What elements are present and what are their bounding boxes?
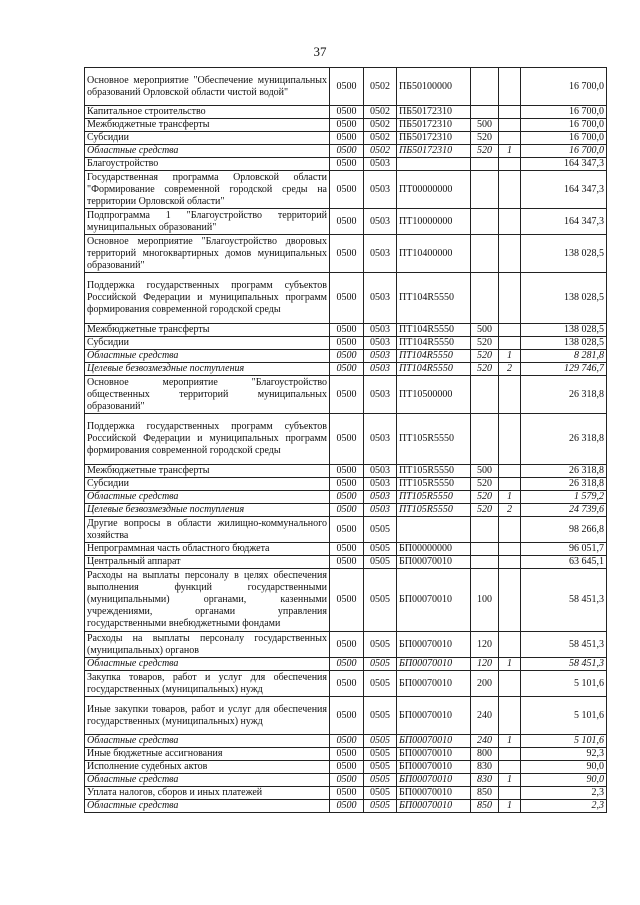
row-funding-source xyxy=(499,68,521,106)
row-section: 0503 xyxy=(364,158,397,171)
row-amount: 63 645,1 xyxy=(521,556,607,569)
row-funding-source xyxy=(499,273,521,324)
row-expense-type: 850 xyxy=(471,800,499,813)
row-name: Закупка товаров, работ и услуг для обеспечения государственных (муниципальных) нужд xyxy=(85,671,330,697)
row-section: 0505 xyxy=(364,735,397,748)
table-row xyxy=(85,748,607,761)
row-ved: 0500 xyxy=(330,671,364,697)
row-funding-source: 1 xyxy=(499,350,521,363)
row-ved: 0500 xyxy=(330,543,364,556)
row-target-article: ПТ104R5550 xyxy=(397,337,471,350)
row-name: Благоустройство xyxy=(85,158,330,171)
row-section: 0502 xyxy=(364,106,397,119)
row-name: Субсидии xyxy=(85,337,330,350)
row-funding-source xyxy=(499,569,521,632)
row-target-article: БП00070010 xyxy=(397,774,471,787)
table-row xyxy=(85,363,607,376)
row-amount: 129 746,7 xyxy=(521,363,607,376)
row-funding-source: 1 xyxy=(499,774,521,787)
row-target-article: ПТ104R5550 xyxy=(397,273,471,324)
table-row xyxy=(85,632,607,658)
row-funding-source xyxy=(499,235,521,273)
row-target-article: ПТ105R5550 xyxy=(397,504,471,517)
row-funding-source xyxy=(499,632,521,658)
row-amount: 5 101,6 xyxy=(521,735,607,748)
row-ved: 0500 xyxy=(330,132,364,145)
row-section: 0503 xyxy=(364,478,397,491)
row-name: Подпрограмма 1 "Благоустройство территорий муниципальных образований" xyxy=(85,209,330,235)
row-amount: 138 028,5 xyxy=(521,273,607,324)
row-funding-source xyxy=(499,543,521,556)
row-expense-type: 240 xyxy=(471,735,499,748)
row-target-article: ПТ104R5550 xyxy=(397,350,471,363)
row-target-article: ПТ10400000 xyxy=(397,235,471,273)
row-section: 0505 xyxy=(364,632,397,658)
table-row xyxy=(85,569,607,632)
row-expense-type: 500 xyxy=(471,119,499,132)
row-section: 0505 xyxy=(364,774,397,787)
row-name: Основное мероприятие "Обеспечение муниципальных образований Орловской области чистой водой" xyxy=(85,68,330,106)
row-target-article: БП00070010 xyxy=(397,787,471,800)
row-funding-source xyxy=(499,376,521,414)
row-expense-type: 500 xyxy=(471,324,499,337)
table-row xyxy=(85,171,607,209)
row-funding-source: 1 xyxy=(499,800,521,813)
row-name: Государственная программа Орловской области "Формирование современной городской среды на территории Орловской области" xyxy=(85,171,330,209)
row-amount: 1 579,2 xyxy=(521,491,607,504)
row-target-article xyxy=(397,158,471,171)
row-name: Целевые безвозмездные поступления xyxy=(85,363,330,376)
table-row xyxy=(85,478,607,491)
row-target-article: ПБ50172310 xyxy=(397,119,471,132)
row-target-article: ПТ00000000 xyxy=(397,171,471,209)
row-funding-source xyxy=(499,158,521,171)
row-ved: 0500 xyxy=(330,119,364,132)
row-name: Поддержка государственных программ субъектов Российской Федерации и муниципальных программ формирования современной городской среды xyxy=(85,273,330,324)
row-expense-type xyxy=(471,414,499,465)
row-section: 0503 xyxy=(364,363,397,376)
row-funding-source xyxy=(499,465,521,478)
table-row xyxy=(85,324,607,337)
row-ved: 0500 xyxy=(330,106,364,119)
row-amount: 24 739,6 xyxy=(521,504,607,517)
row-amount: 26 318,8 xyxy=(521,414,607,465)
table-row xyxy=(85,517,607,543)
row-target-article: БП00070010 xyxy=(397,800,471,813)
row-funding-source xyxy=(499,414,521,465)
row-funding-source: 2 xyxy=(499,504,521,517)
row-name: Иные закупки товаров, работ и услуг для обеспечения государственных (муниципальных) нужд xyxy=(85,697,330,735)
row-section: 0503 xyxy=(364,171,397,209)
row-section: 0505 xyxy=(364,671,397,697)
table-row xyxy=(85,543,607,556)
row-section: 0505 xyxy=(364,556,397,569)
row-expense-type: 120 xyxy=(471,632,499,658)
row-funding-source xyxy=(499,761,521,774)
row-amount: 58 451,3 xyxy=(521,569,607,632)
table-row xyxy=(85,504,607,517)
row-expense-type xyxy=(471,235,499,273)
table-row xyxy=(85,671,607,697)
row-section: 0505 xyxy=(364,787,397,800)
row-section: 0505 xyxy=(364,697,397,735)
row-funding-source: 1 xyxy=(499,491,521,504)
row-name: Областные средства xyxy=(85,658,330,671)
row-name: Капитальное строительство xyxy=(85,106,330,119)
row-ved: 0500 xyxy=(330,171,364,209)
table-row xyxy=(85,209,607,235)
row-ved: 0500 xyxy=(330,787,364,800)
row-target-article: БП00070010 xyxy=(397,556,471,569)
row-target-article: БП00070010 xyxy=(397,671,471,697)
row-ved: 0500 xyxy=(330,632,364,658)
row-target-article: БП00070010 xyxy=(397,569,471,632)
row-expense-type: 240 xyxy=(471,697,499,735)
row-amount: 8 281,8 xyxy=(521,350,607,363)
row-funding-source: 1 xyxy=(499,735,521,748)
row-expense-type: 100 xyxy=(471,569,499,632)
row-funding-source xyxy=(499,697,521,735)
row-ved: 0500 xyxy=(330,569,364,632)
row-section: 0503 xyxy=(364,350,397,363)
row-funding-source xyxy=(499,132,521,145)
row-ved: 0500 xyxy=(330,68,364,106)
row-target-article: ПТ10000000 xyxy=(397,209,471,235)
row-expense-type: 500 xyxy=(471,465,499,478)
row-name: Иные бюджетные ассигнования xyxy=(85,748,330,761)
row-target-article: ПТ105R5550 xyxy=(397,478,471,491)
row-ved: 0500 xyxy=(330,478,364,491)
row-target-article: ПТ105R5550 xyxy=(397,414,471,465)
table-row xyxy=(85,414,607,465)
row-amount: 2,3 xyxy=(521,800,607,813)
table-row xyxy=(85,337,607,350)
row-target-article: ПТ10500000 xyxy=(397,376,471,414)
row-ved: 0500 xyxy=(330,465,364,478)
row-name: Непрограммная часть областного бюджета xyxy=(85,543,330,556)
row-amount: 16 700,0 xyxy=(521,145,607,158)
row-amount: 26 318,8 xyxy=(521,376,607,414)
row-amount: 2,3 xyxy=(521,787,607,800)
table-row xyxy=(85,158,607,171)
table-row xyxy=(85,556,607,569)
row-section: 0503 xyxy=(364,491,397,504)
row-section: 0505 xyxy=(364,517,397,543)
row-target-article: ПБ50172310 xyxy=(397,145,471,158)
row-name: Целевые безвозмездные поступления xyxy=(85,504,330,517)
row-ved: 0500 xyxy=(330,556,364,569)
row-amount: 16 700,0 xyxy=(521,68,607,106)
row-name: Областные средства xyxy=(85,350,330,363)
row-amount: 26 318,8 xyxy=(521,465,607,478)
row-section: 0503 xyxy=(364,465,397,478)
row-section: 0505 xyxy=(364,748,397,761)
row-target-article: БП00070010 xyxy=(397,735,471,748)
row-ved: 0500 xyxy=(330,235,364,273)
row-amount: 16 700,0 xyxy=(521,132,607,145)
row-expense-type xyxy=(471,543,499,556)
row-amount: 5 101,6 xyxy=(521,671,607,697)
row-amount: 96 051,7 xyxy=(521,543,607,556)
row-amount: 138 028,5 xyxy=(521,337,607,350)
row-section: 0503 xyxy=(364,273,397,324)
row-funding-source xyxy=(499,119,521,132)
row-funding-source xyxy=(499,106,521,119)
row-ved: 0500 xyxy=(330,376,364,414)
row-funding-source: 2 xyxy=(499,363,521,376)
row-amount: 164 347,3 xyxy=(521,158,607,171)
table-row xyxy=(85,697,607,735)
row-funding-source xyxy=(499,324,521,337)
row-ved: 0500 xyxy=(330,774,364,787)
row-amount: 92,3 xyxy=(521,748,607,761)
row-target-article xyxy=(397,517,471,543)
table-row xyxy=(85,465,607,478)
row-name: Областные средства xyxy=(85,491,330,504)
row-section: 0502 xyxy=(364,132,397,145)
row-ved: 0500 xyxy=(330,273,364,324)
row-target-article: ПБ50172310 xyxy=(397,106,471,119)
row-name: Областные средства xyxy=(85,735,330,748)
row-section: 0503 xyxy=(364,209,397,235)
row-section: 0502 xyxy=(364,68,397,106)
table-row xyxy=(85,376,607,414)
row-expense-type: 520 xyxy=(471,350,499,363)
row-expense-type xyxy=(471,209,499,235)
row-target-article: ПБ50172310 xyxy=(397,132,471,145)
row-name: Основное мероприятие "Благоустройство общественных территорий муниципальных образований" xyxy=(85,376,330,414)
row-name: Областные средства xyxy=(85,145,330,158)
row-section: 0505 xyxy=(364,800,397,813)
row-funding-source xyxy=(499,517,521,543)
table-row xyxy=(85,350,607,363)
row-section: 0505 xyxy=(364,569,397,632)
row-target-article: БП00000000 xyxy=(397,543,471,556)
row-amount: 26 318,8 xyxy=(521,478,607,491)
row-section: 0503 xyxy=(364,324,397,337)
row-amount: 164 347,3 xyxy=(521,171,607,209)
row-funding-source xyxy=(499,478,521,491)
row-ved: 0500 xyxy=(330,414,364,465)
table-row xyxy=(85,658,607,671)
row-name: Основное мероприятие "Благоустройство дворовых территорий многоквартирных домов муниципальных образований" xyxy=(85,235,330,273)
row-ved: 0500 xyxy=(330,158,364,171)
table-row xyxy=(85,235,607,273)
row-expense-type: 830 xyxy=(471,774,499,787)
table-row xyxy=(85,491,607,504)
table-row xyxy=(85,774,607,787)
row-expense-type: 520 xyxy=(471,491,499,504)
table-row xyxy=(85,735,607,748)
row-section: 0503 xyxy=(364,235,397,273)
row-funding-source xyxy=(499,671,521,697)
row-funding-source xyxy=(499,171,521,209)
table-row xyxy=(85,800,607,813)
row-expense-type xyxy=(471,376,499,414)
table-row xyxy=(85,273,607,324)
row-target-article: БП00070010 xyxy=(397,658,471,671)
row-expense-type xyxy=(471,171,499,209)
table-row xyxy=(85,145,607,158)
row-expense-type xyxy=(471,68,499,106)
table-row xyxy=(85,132,607,145)
row-section: 0505 xyxy=(364,543,397,556)
row-name: Уплата налогов, сборов и иных платежей xyxy=(85,787,330,800)
row-ved: 0500 xyxy=(330,761,364,774)
row-target-article: БП00070010 xyxy=(397,748,471,761)
row-target-article: БП00070010 xyxy=(397,632,471,658)
row-name: Субсидии xyxy=(85,132,330,145)
row-amount: 98 266,8 xyxy=(521,517,607,543)
row-target-article: ПТ104R5550 xyxy=(397,363,471,376)
row-ved: 0500 xyxy=(330,145,364,158)
row-ved: 0500 xyxy=(330,748,364,761)
table-row xyxy=(85,68,607,106)
row-target-article: БП00070010 xyxy=(397,697,471,735)
row-funding-source: 1 xyxy=(499,145,521,158)
row-section: 0503 xyxy=(364,376,397,414)
page-number: 37 xyxy=(313,44,327,59)
row-target-article: ПБ50100000 xyxy=(397,68,471,106)
row-expense-type: 800 xyxy=(471,748,499,761)
row-funding-source xyxy=(499,209,521,235)
row-section: 0503 xyxy=(364,414,397,465)
table-row xyxy=(85,787,607,800)
row-expense-type xyxy=(471,517,499,543)
row-ved: 0500 xyxy=(330,337,364,350)
row-section: 0503 xyxy=(364,337,397,350)
row-ved: 0500 xyxy=(330,800,364,813)
row-section: 0505 xyxy=(364,761,397,774)
row-expense-type xyxy=(471,158,499,171)
row-section: 0503 xyxy=(364,504,397,517)
budget-table xyxy=(84,67,607,813)
row-amount: 58 451,3 xyxy=(521,632,607,658)
row-name: Другие вопросы в области жилищно-коммунального хозяйства xyxy=(85,517,330,543)
row-section: 0502 xyxy=(364,145,397,158)
table-row xyxy=(85,106,607,119)
row-ved: 0500 xyxy=(330,491,364,504)
row-amount: 5 101,6 xyxy=(521,697,607,735)
row-name: Межбюджетные трансферты xyxy=(85,465,330,478)
row-amount: 90,0 xyxy=(521,761,607,774)
row-target-article: ПТ105R5550 xyxy=(397,465,471,478)
row-funding-source xyxy=(499,787,521,800)
table-row xyxy=(85,761,607,774)
row-name: Исполнение судебных актов xyxy=(85,761,330,774)
row-name: Поддержка государственных программ субъектов Российской Федерации и муниципальных программ формирования современной городской среды xyxy=(85,414,330,465)
table-row xyxy=(85,119,607,132)
row-name: Межбюджетные трансферты xyxy=(85,324,330,337)
row-ved: 0500 xyxy=(330,697,364,735)
row-name: Межбюджетные трансферты xyxy=(85,119,330,132)
row-name: Расходы на выплаты персоналу в целях обеспечения выполнения функций государственными (муниципальными) органами, казенными учреждениями, органами управления государственными внебюджетными фондами xyxy=(85,569,330,632)
row-expense-type xyxy=(471,556,499,569)
row-ved: 0500 xyxy=(330,363,364,376)
row-ved: 0500 xyxy=(330,350,364,363)
row-amount: 16 700,0 xyxy=(521,119,607,132)
row-target-article: ПТ105R5550 xyxy=(397,491,471,504)
row-amount: 138 028,5 xyxy=(521,235,607,273)
row-expense-type: 200 xyxy=(471,671,499,697)
row-expense-type: 850 xyxy=(471,787,499,800)
row-funding-source xyxy=(499,337,521,350)
row-expense-type: 520 xyxy=(471,337,499,350)
row-name: Областные средства xyxy=(85,800,330,813)
row-target-article: БП00070010 xyxy=(397,761,471,774)
row-name: Субсидии xyxy=(85,478,330,491)
row-amount: 164 347,3 xyxy=(521,209,607,235)
row-ved: 0500 xyxy=(330,735,364,748)
row-ved: 0500 xyxy=(330,504,364,517)
row-expense-type xyxy=(471,273,499,324)
row-expense-type: 520 xyxy=(471,145,499,158)
row-funding-source xyxy=(499,748,521,761)
row-funding-source: 1 xyxy=(499,658,521,671)
row-expense-type: 520 xyxy=(471,504,499,517)
row-name: Расходы на выплаты персоналу государственных (муниципальных) органов xyxy=(85,632,330,658)
row-amount: 58 451,3 xyxy=(521,658,607,671)
row-funding-source xyxy=(499,556,521,569)
row-amount: 138 028,5 xyxy=(521,324,607,337)
row-section: 0502 xyxy=(364,119,397,132)
row-amount: 90,0 xyxy=(521,774,607,787)
row-ved: 0500 xyxy=(330,517,364,543)
row-target-article: ПТ104R5550 xyxy=(397,324,471,337)
row-name: Центральный аппарат xyxy=(85,556,330,569)
row-ved: 0500 xyxy=(330,324,364,337)
row-expense-type: 120 xyxy=(471,658,499,671)
row-expense-type: 830 xyxy=(471,761,499,774)
row-section: 0505 xyxy=(364,658,397,671)
row-expense-type: 520 xyxy=(471,132,499,145)
row-name: Областные средства xyxy=(85,774,330,787)
row-ved: 0500 xyxy=(330,658,364,671)
row-amount: 16 700,0 xyxy=(521,106,607,119)
row-expense-type xyxy=(471,106,499,119)
row-expense-type: 520 xyxy=(471,363,499,376)
row-expense-type: 520 xyxy=(471,478,499,491)
row-ved: 0500 xyxy=(330,209,364,235)
